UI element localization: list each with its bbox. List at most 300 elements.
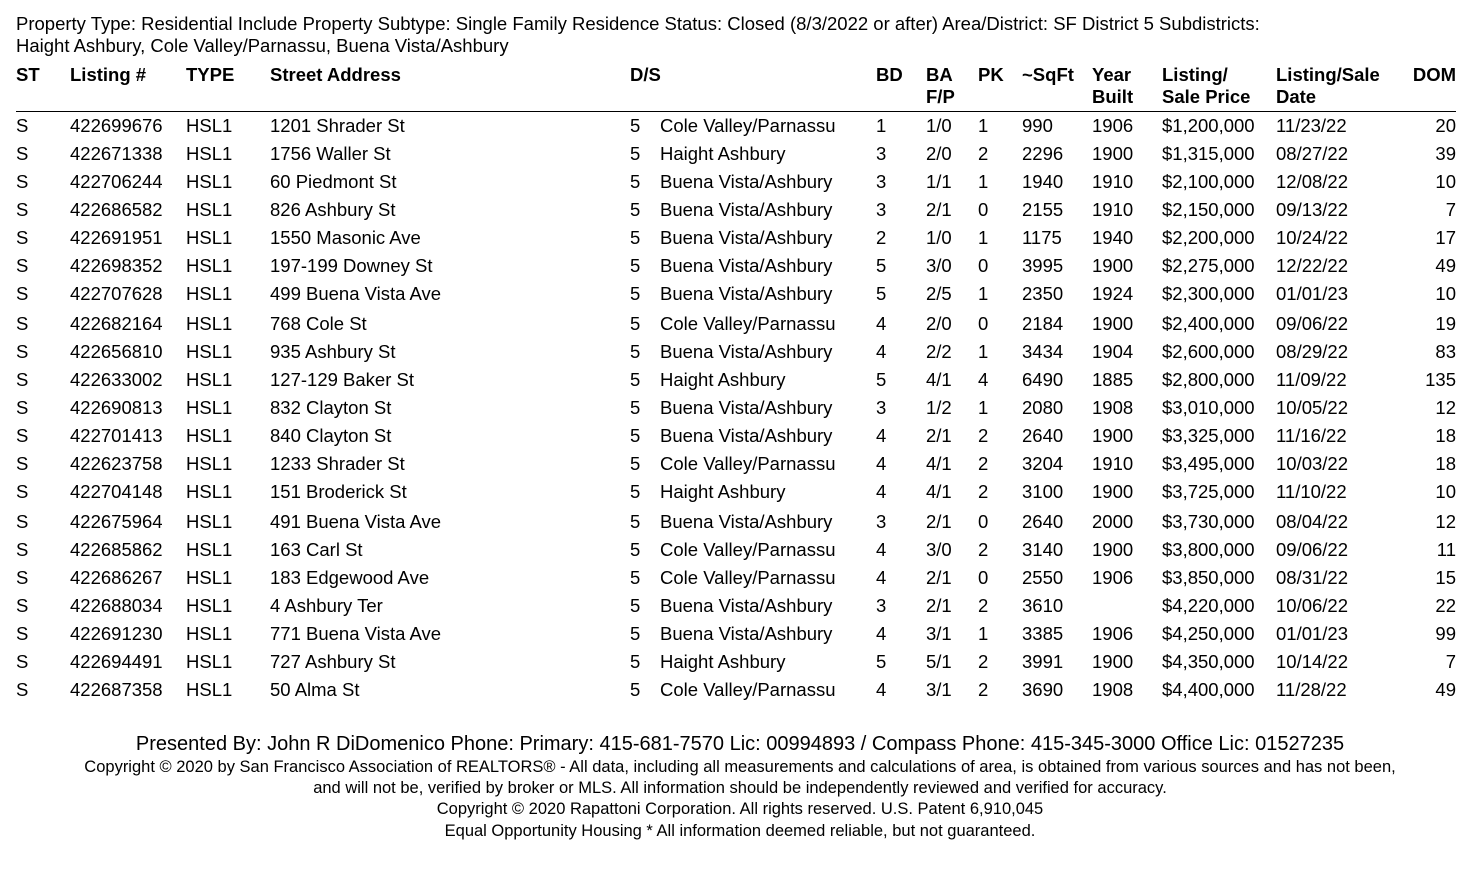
cell-status: S <box>16 171 29 192</box>
cell-sale-date: 11/23/22 <box>1276 115 1347 136</box>
copyright-line-1: Copyright © 2020 by San Francisco Association of REALTORS® - All data, including all measurements and calculations of area, is obtained from various sources and has not been, <box>84 758 1396 776</box>
cell-status: S <box>16 283 29 304</box>
header-sale-date <box>1276 64 1380 108</box>
cell-sale-date: 01/01/23 <box>1276 623 1349 644</box>
cell-listing-number: 422698352 <box>70 255 163 276</box>
cell-bedrooms: 4 <box>876 453 887 474</box>
cell-baths: 4/1 <box>926 453 952 474</box>
cell-sale-date: 10/03/22 <box>1276 453 1349 474</box>
cell-dom: 11 <box>1436 539 1456 560</box>
cell-sqft: 3991 <box>1022 651 1064 672</box>
cell-bedrooms: 4 <box>876 341 887 362</box>
cell-subdistrict: Cole Valley/Parnassu <box>660 539 836 560</box>
cell-parking: 4 <box>978 369 989 390</box>
header-baths-line-1: BA <box>926 64 953 85</box>
table-row <box>0 280 1480 308</box>
cell-subdistrict: Cole Valley/Parnassu <box>660 679 836 700</box>
cell-year-built: 2000 <box>1092 511 1134 532</box>
cell-district: 5 <box>630 341 641 362</box>
cell-street-address: 499 Buena Vista Ave <box>270 283 442 304</box>
table-row <box>0 140 1480 168</box>
cell-bedrooms: 5 <box>876 255 887 276</box>
cell-type: HSL1 <box>186 227 233 248</box>
cell-sale-price: $2,100,000 <box>1162 171 1255 192</box>
cell-listing-number: 422687358 <box>70 679 163 700</box>
cell-sqft: 2155 <box>1022 199 1064 220</box>
cell-sqft: 2296 <box>1022 143 1064 164</box>
cell-sale-date: 11/28/22 <box>1276 679 1347 700</box>
cell-baths: 1/1 <box>926 171 952 192</box>
cell-parking: 2 <box>978 679 989 700</box>
cell-street-address: 183 Edgewood Ave <box>270 567 430 588</box>
cell-baths: 3/0 <box>926 539 952 560</box>
table-row <box>0 168 1480 196</box>
cell-year-built: 1904 <box>1092 341 1134 362</box>
header-year-line-2: Built <box>1092 86 1134 107</box>
cell-status: S <box>16 595 29 616</box>
cell-district: 5 <box>630 397 641 418</box>
cell-type: HSL1 <box>186 313 233 334</box>
cell-district: 5 <box>630 425 641 446</box>
cell-status: S <box>16 481 29 502</box>
cell-listing-number: 422691230 <box>70 623 163 644</box>
cell-sale-price: $4,250,000 <box>1162 623 1255 644</box>
cell-bedrooms: 5 <box>876 651 887 672</box>
table-row <box>0 366 1480 394</box>
cell-dom: 17 <box>1435 227 1456 248</box>
cell-dom: 19 <box>1435 313 1456 334</box>
table-row <box>0 252 1480 280</box>
cell-status: S <box>16 397 29 418</box>
cell-sale-price: $2,275,000 <box>1162 255 1255 276</box>
cell-sale-price: $1,200,000 <box>1162 115 1255 136</box>
header-listing-number: Listing # <box>70 64 147 85</box>
cell-street-address: 727 Ashbury St <box>270 651 396 672</box>
cell-sqft: 2080 <box>1022 397 1064 418</box>
cell-sqft: 2350 <box>1022 283 1064 304</box>
search-criteria <box>16 13 1456 57</box>
cell-street-address: 50 Alma St <box>270 679 360 700</box>
cell-dom: 15 <box>1435 567 1456 588</box>
cell-bedrooms: 2 <box>876 227 887 248</box>
cell-type: HSL1 <box>186 255 233 276</box>
cell-sale-price: $2,200,000 <box>1162 227 1255 248</box>
cell-bedrooms: 4 <box>876 623 887 644</box>
cell-parking: 1 <box>978 171 989 192</box>
cell-parking: 0 <box>978 511 989 532</box>
cell-sale-date: 11/10/22 <box>1276 481 1347 502</box>
cell-bedrooms: 4 <box>876 567 887 588</box>
table-row <box>0 676 1480 704</box>
cell-type: HSL1 <box>186 481 233 502</box>
cell-baths: 2/1 <box>926 199 952 220</box>
cell-listing-number: 422685862 <box>70 539 163 560</box>
cell-dom: 18 <box>1435 425 1456 446</box>
cell-baths: 2/0 <box>926 313 952 334</box>
cell-type: HSL1 <box>186 679 233 700</box>
cell-dom: 18 <box>1435 453 1456 474</box>
cell-year-built: 1900 <box>1092 255 1134 276</box>
cell-sale-date: 09/06/22 <box>1276 539 1349 560</box>
cell-listing-number: 422675964 <box>70 511 163 532</box>
cell-sale-price: $2,800,000 <box>1162 369 1255 390</box>
cell-status: S <box>16 623 29 644</box>
table-row <box>0 224 1480 252</box>
cell-sqft: 3610 <box>1022 595 1064 616</box>
cell-parking: 2 <box>978 143 989 164</box>
table-row <box>0 648 1480 676</box>
cell-year-built: 1900 <box>1092 313 1134 334</box>
cell-parking: 1 <box>978 341 989 362</box>
cell-street-address: 151 Broderick St <box>270 481 407 502</box>
cell-dom: 7 <box>1445 651 1456 672</box>
cell-sqft: 2184 <box>1022 313 1064 334</box>
cell-sale-date: 12/22/22 <box>1276 255 1349 276</box>
cell-sqft: 3204 <box>1022 453 1064 474</box>
cell-year-built: 1940 <box>1092 227 1134 248</box>
header-dom: DOM <box>1412 64 1456 85</box>
header-date-line-2: Date <box>1276 86 1317 107</box>
cell-subdistrict: Buena Vista/Ashbury <box>660 511 833 532</box>
cell-year-built: 1900 <box>1092 425 1134 446</box>
header-sale-price <box>1162 64 1250 108</box>
cell-street-address: 768 Cole St <box>270 313 367 334</box>
cell-status: S <box>16 313 29 334</box>
table-row <box>0 620 1480 648</box>
cell-type: HSL1 <box>186 397 233 418</box>
cell-dom: 22 <box>1435 595 1456 616</box>
cell-dom: 39 <box>1435 143 1456 164</box>
cell-parking: 2 <box>978 425 989 446</box>
cell-type: HSL1 <box>186 115 233 136</box>
cell-year-built: 1910 <box>1092 453 1134 474</box>
cell-status: S <box>16 255 29 276</box>
cell-type: HSL1 <box>186 171 233 192</box>
header-baths-line-2: F/P <box>926 86 955 107</box>
cell-subdistrict: Cole Valley/Parnassu <box>660 567 836 588</box>
cell-sqft: 2640 <box>1022 425 1064 446</box>
cell-sale-date: 08/27/22 <box>1276 143 1349 164</box>
cell-sqft: 3690 <box>1022 679 1064 700</box>
cell-sale-date: 11/09/22 <box>1276 369 1347 390</box>
cell-subdistrict: Buena Vista/Ashbury <box>660 397 833 418</box>
cell-district: 5 <box>630 567 641 588</box>
cell-baths: 3/1 <box>926 679 952 700</box>
cell-sale-price: $3,850,000 <box>1162 567 1255 588</box>
cell-type: HSL1 <box>186 425 233 446</box>
cell-bedrooms: 4 <box>876 313 887 334</box>
cell-status: S <box>16 679 29 700</box>
cell-baths: 1/0 <box>926 115 952 136</box>
cell-type: HSL1 <box>186 369 233 390</box>
cell-bedrooms: 3 <box>876 199 887 220</box>
cell-bedrooms: 3 <box>876 143 887 164</box>
cell-parking: 0 <box>978 313 989 334</box>
cell-status: S <box>16 341 29 362</box>
cell-street-address: 1550 Masonic Ave <box>270 227 421 248</box>
cell-subdistrict: Haight Ashbury <box>660 481 786 502</box>
table-row <box>0 310 1480 338</box>
cell-baths: 4/1 <box>926 481 952 502</box>
cell-bedrooms: 3 <box>876 511 887 532</box>
cell-parking: 0 <box>978 567 989 588</box>
cell-parking: 1 <box>978 623 989 644</box>
cell-baths: 2/1 <box>926 511 952 532</box>
cell-sqft: 3100 <box>1022 481 1064 502</box>
cell-subdistrict: Buena Vista/Ashbury <box>660 341 833 362</box>
cell-district: 5 <box>630 199 641 220</box>
cell-dom: 135 <box>1425 369 1456 390</box>
cell-street-address: 4 Ashbury Ter <box>270 595 383 616</box>
cell-status: S <box>16 511 29 532</box>
header-parking: PK <box>978 64 1004 85</box>
cell-baths: 1/0 <box>926 227 952 248</box>
cell-sale-date: 01/01/23 <box>1276 283 1349 304</box>
cell-dom: 49 <box>1435 255 1456 276</box>
cell-parking: 1 <box>978 115 989 136</box>
cell-subdistrict: Cole Valley/Parnassu <box>660 453 836 474</box>
cell-status: S <box>16 143 29 164</box>
cell-bedrooms: 3 <box>876 595 887 616</box>
cell-parking: 2 <box>978 453 989 474</box>
table-row <box>0 478 1480 506</box>
criteria-line-2: Haight Ashbury, Cole Valley/Parnassu, Buena Vista/Ashbury <box>16 35 509 56</box>
cell-sqft: 1175 <box>1022 227 1062 248</box>
cell-bedrooms: 3 <box>876 397 887 418</box>
cell-baths: 3/0 <box>926 255 952 276</box>
cell-type: HSL1 <box>186 595 233 616</box>
cell-sqft: 3434 <box>1022 341 1064 362</box>
cell-street-address: 197-199 Downey St <box>270 255 433 276</box>
cell-subdistrict: Buena Vista/Ashbury <box>660 255 833 276</box>
cell-sqft: 6490 <box>1022 369 1064 390</box>
cell-listing-number: 422671338 <box>70 143 163 164</box>
cell-sale-price: $3,800,000 <box>1162 539 1255 560</box>
cell-year-built: 1885 <box>1092 369 1134 390</box>
cell-sale-date: 08/31/22 <box>1276 567 1349 588</box>
cell-sqft: 1940 <box>1022 171 1064 192</box>
cell-type: HSL1 <box>186 511 233 532</box>
cell-district: 5 <box>630 227 641 248</box>
cell-type: HSL1 <box>186 623 233 644</box>
cell-baths: 2/0 <box>926 143 952 164</box>
cell-status: S <box>16 369 29 390</box>
cell-district: 5 <box>630 115 641 136</box>
header-bedrooms: BD <box>876 64 903 85</box>
cell-district: 5 <box>630 171 641 192</box>
cell-subdistrict: Buena Vista/Ashbury <box>660 283 833 304</box>
cell-listing-number: 422656810 <box>70 341 163 362</box>
cell-sale-price: $4,350,000 <box>1162 651 1255 672</box>
criteria-line-1: Property Type: Residential Include Property Subtype: Single Family Residence Status: Closed (8/3/2022 or after) Area/District: SF District 5 Subdistricts: <box>16 13 1260 34</box>
cell-status: S <box>16 227 29 248</box>
cell-bedrooms: 5 <box>876 283 887 304</box>
cell-listing-number: 422699676 <box>70 115 163 136</box>
cell-baths: 4/1 <box>926 369 952 390</box>
cell-dom: 10 <box>1435 481 1456 502</box>
cell-subdistrict: Haight Ashbury <box>660 651 786 672</box>
cell-type: HSL1 <box>186 199 233 220</box>
cell-parking: 2 <box>978 539 989 560</box>
cell-subdistrict: Buena Vista/Ashbury <box>660 623 833 644</box>
cell-year-built: 1906 <box>1092 623 1134 644</box>
cell-status: S <box>16 115 29 136</box>
cell-sale-price: $1,315,000 <box>1162 143 1255 164</box>
cell-district: 5 <box>630 369 641 390</box>
cell-sqft: 2640 <box>1022 511 1064 532</box>
cell-district: 5 <box>630 283 641 304</box>
header-price-line-1: Listing/ <box>1162 64 1228 85</box>
table-row <box>0 112 1480 140</box>
cell-listing-number: 422701413 <box>70 425 163 446</box>
cell-dom: 20 <box>1435 115 1456 136</box>
cell-sale-price: $3,010,000 <box>1162 397 1255 418</box>
cell-bedrooms: 4 <box>876 679 887 700</box>
cell-year-built: 1908 <box>1092 679 1134 700</box>
cell-sale-date: 12/08/22 <box>1276 171 1349 192</box>
cell-district: 5 <box>630 679 641 700</box>
cell-sale-date: 08/29/22 <box>1276 341 1349 362</box>
cell-subdistrict: Buena Vista/Ashbury <box>660 595 833 616</box>
cell-bedrooms: 3 <box>876 171 887 192</box>
cell-sale-price: $3,730,000 <box>1162 511 1255 532</box>
cell-year-built: 1924 <box>1092 283 1134 304</box>
cell-subdistrict: Cole Valley/Parnassu <box>660 115 836 136</box>
cell-listing-number: 422623758 <box>70 453 163 474</box>
cell-street-address: 826 Ashbury St <box>270 199 396 220</box>
equal-housing-notice: Equal Opportunity Housing * All information deemed reliable, but not guaranteed. <box>444 822 1036 840</box>
cell-street-address: 832 Clayton St <box>270 397 392 418</box>
cell-year-built: 1910 <box>1092 171 1134 192</box>
header-year-line-1: Year <box>1092 64 1132 85</box>
cell-street-address: 1201 Shrader St <box>270 115 405 136</box>
table-row <box>0 536 1480 564</box>
cell-listing-number: 422694491 <box>70 651 163 672</box>
cell-sale-date: 10/14/22 <box>1276 651 1349 672</box>
cell-type: HSL1 <box>186 567 233 588</box>
header-date-line-1: Listing/Sale <box>1276 64 1380 85</box>
cell-street-address: 840 Clayton St <box>270 425 392 446</box>
table-row <box>0 508 1480 536</box>
cell-sale-date: 10/06/22 <box>1276 595 1349 616</box>
cell-year-built: 1906 <box>1092 115 1134 136</box>
cell-dom: 10 <box>1435 283 1456 304</box>
header-street-address: Street Address <box>270 64 401 85</box>
cell-year-built: 1900 <box>1092 651 1134 672</box>
cell-parking: 1 <box>978 227 989 248</box>
cell-status: S <box>16 651 29 672</box>
cell-street-address: 491 Buena Vista Ave <box>270 511 442 532</box>
cell-sale-date: 08/04/22 <box>1276 511 1349 532</box>
table-row <box>0 450 1480 478</box>
cell-baths: 2/2 <box>926 341 952 362</box>
cell-street-address: 127-129 Baker St <box>270 369 414 390</box>
cell-dom: 49 <box>1435 679 1456 700</box>
cell-subdistrict: Cole Valley/Parnassu <box>660 313 836 334</box>
cell-parking: 0 <box>978 255 989 276</box>
cell-parking: 1 <box>978 397 989 418</box>
cell-sqft: 3140 <box>1022 539 1064 560</box>
cell-sale-price: $3,725,000 <box>1162 481 1255 502</box>
cell-sale-date: 11/16/22 <box>1276 425 1347 446</box>
cell-sqft: 3385 <box>1022 623 1064 644</box>
cell-baths: 5/1 <box>926 651 952 672</box>
cell-street-address: 771 Buena Vista Ave <box>270 623 442 644</box>
cell-baths: 2/1 <box>926 595 952 616</box>
table-row <box>0 564 1480 592</box>
cell-baths: 2/1 <box>926 425 952 446</box>
cell-district: 5 <box>630 481 641 502</box>
cell-type: HSL1 <box>186 143 233 164</box>
cell-listing-number: 422633002 <box>70 369 163 390</box>
cell-type: HSL1 <box>186 453 233 474</box>
cell-listing-number: 422704148 <box>70 481 163 502</box>
cell-bedrooms: 4 <box>876 539 887 560</box>
header-year-built <box>1092 64 1133 108</box>
cell-bedrooms: 4 <box>876 425 887 446</box>
cell-dom: 99 <box>1435 623 1456 644</box>
table-row <box>0 394 1480 422</box>
cell-year-built: 1906 <box>1092 567 1134 588</box>
copyright-line-2: and will not be, verified by broker or MLS. All information should be independently reviewed and verified for accuracy. <box>313 779 1167 797</box>
cell-listing-number: 422682164 <box>70 313 163 334</box>
table-row <box>0 338 1480 366</box>
cell-sale-price: $3,495,000 <box>1162 453 1255 474</box>
cell-year-built: 1908 <box>1092 397 1134 418</box>
cell-type: HSL1 <box>186 651 233 672</box>
cell-street-address: 1233 Shrader St <box>270 453 405 474</box>
cell-subdistrict: Haight Ashbury <box>660 143 786 164</box>
cell-parking: 2 <box>978 481 989 502</box>
cell-district: 5 <box>630 651 641 672</box>
cell-parking: 2 <box>978 595 989 616</box>
cell-bedrooms: 4 <box>876 481 887 502</box>
cell-district: 5 <box>630 255 641 276</box>
cell-listing-number: 422707628 <box>70 283 163 304</box>
cell-sale-price: $3,325,000 <box>1162 425 1255 446</box>
cell-sale-date: 09/13/22 <box>1276 199 1349 220</box>
cell-listing-number: 422688034 <box>70 595 163 616</box>
presented-by: Presented By: John R DiDomenico Phone: Primary: 415-681-7570 Lic: 00994893 / Compass Phone: 415-345-3000 Office Lic: 01527235 <box>135 733 1345 755</box>
cell-listing-number: 422706244 <box>70 171 163 192</box>
cell-status: S <box>16 425 29 446</box>
cell-street-address: 935 Ashbury St <box>270 341 396 362</box>
cell-baths: 3/1 <box>926 623 952 644</box>
cell-dom: 83 <box>1435 341 1456 362</box>
header-baths <box>926 64 955 108</box>
cell-year-built: 1900 <box>1092 539 1134 560</box>
cell-baths: 1/2 <box>926 397 952 418</box>
cell-listing-number: 422691951 <box>70 227 163 248</box>
cell-baths: 2/1 <box>926 567 952 588</box>
header-price-line-2: Sale Price <box>1162 86 1251 107</box>
header-sqft: ~SqFt <box>1022 64 1074 85</box>
cell-type: HSL1 <box>186 341 233 362</box>
cell-type: HSL1 <box>186 539 233 560</box>
cell-subdistrict: Haight Ashbury <box>660 369 786 390</box>
header-district-subdistrict: D/S <box>630 64 661 85</box>
cell-street-address: 60 Piedmont St <box>270 171 397 192</box>
cell-district: 5 <box>630 143 641 164</box>
cell-subdistrict: Buena Vista/Ashbury <box>660 425 833 446</box>
cell-year-built: 1900 <box>1092 481 1134 502</box>
table-row <box>0 592 1480 620</box>
table-row <box>0 422 1480 450</box>
cell-sale-date: 10/05/22 <box>1276 397 1349 418</box>
cell-parking: 0 <box>978 199 989 220</box>
copyright-line-3: Copyright © 2020 Rapattoni Corporation. All rights reserved. U.S. Patent 6,910,045 <box>436 800 1044 818</box>
cell-subdistrict: Buena Vista/Ashbury <box>660 171 833 192</box>
